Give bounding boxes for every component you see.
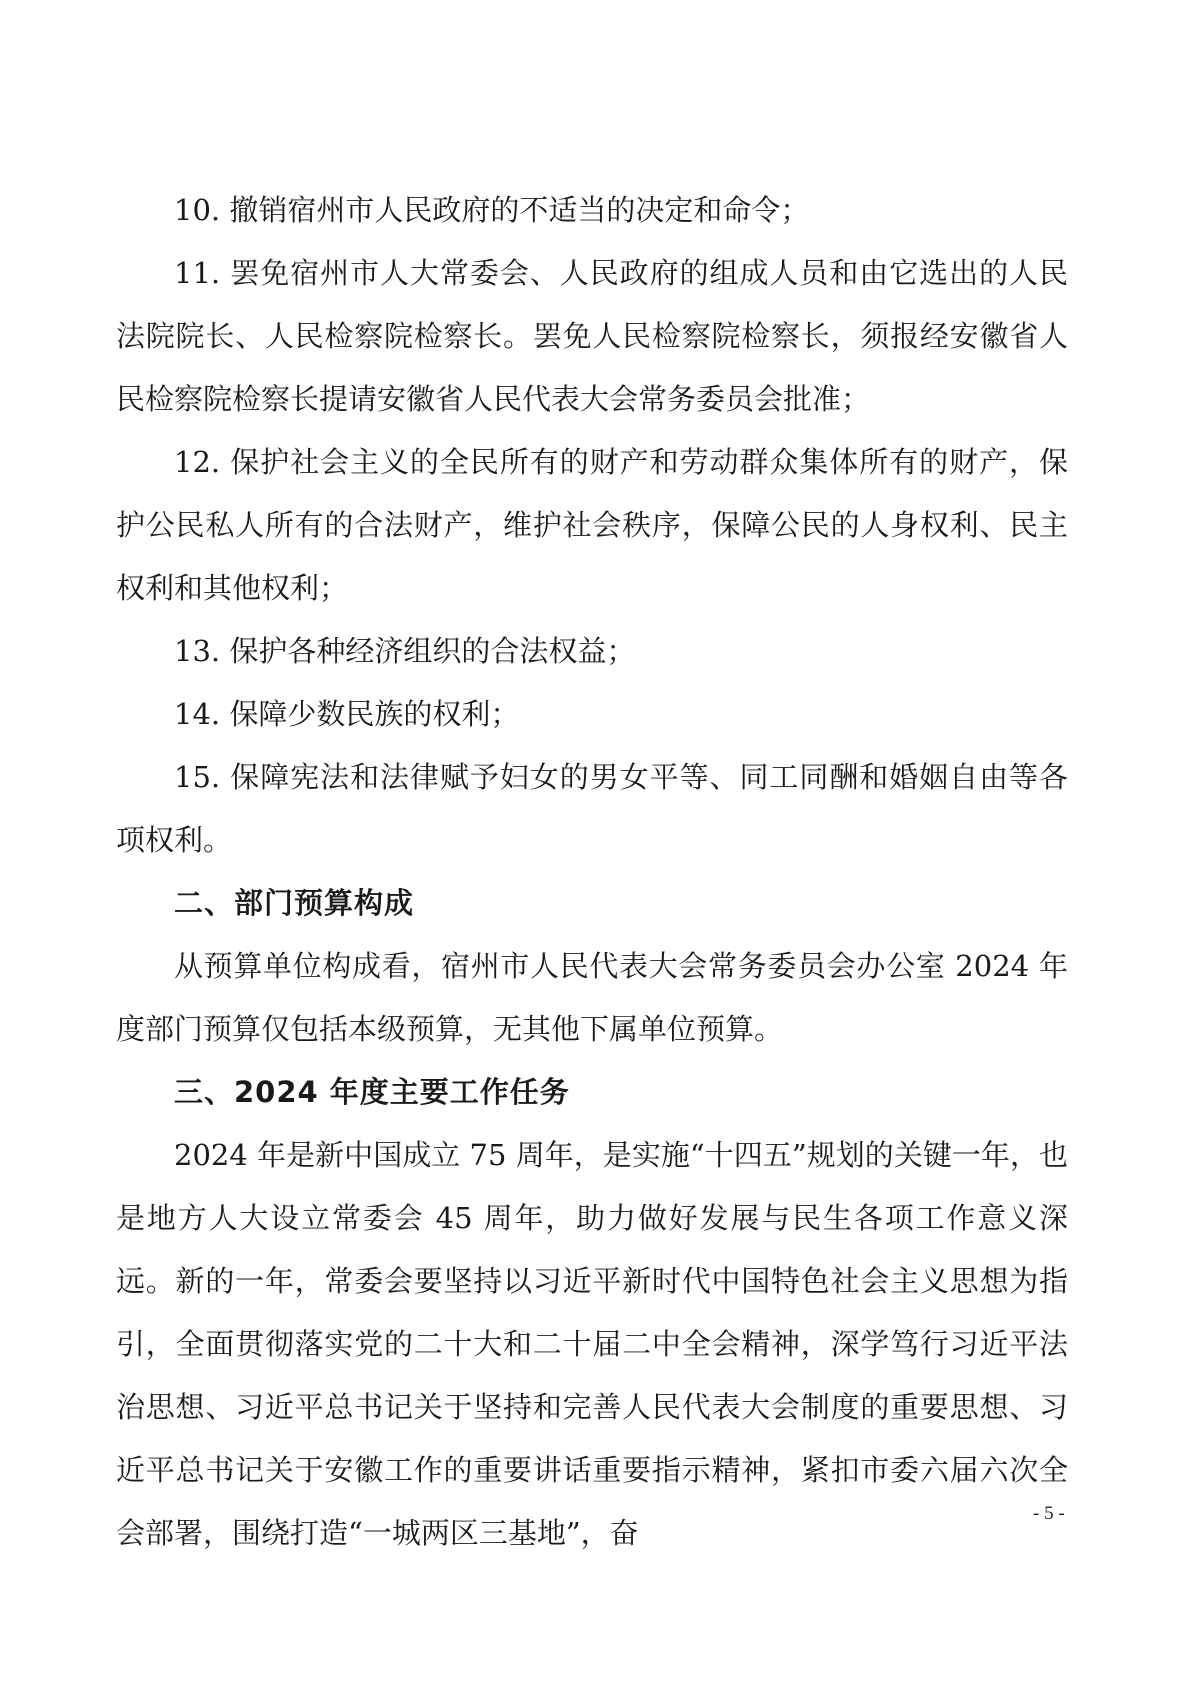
paragraph-item-12: 12. 保护社会主义的全民所有的财产和劳动群众集体所有的财产，保护公民私人所有的合法财产，维护社会秩序，保障公民的人身权利、民主权利和其他权利； [116,445,1068,605]
paragraph-item-13: 13. 保护各种经济组织的合法权益； [174,634,636,668]
paragraph-item-14: 14. 保障少数民族的权利； [174,697,520,731]
paragraph-item-15: 15. 保障宪法和法律赋予妇女的男女平等、同工同酬和婚姻自由等各项权利。 [116,760,1068,857]
paragraph-item-11: 11. 罢免宿州市人大常委会、人民政府的组成人员和由它选出的人民法院院长、人民检察院检察长。罢免人民检察院检察长，须报经安徽省人民检察院检察长提请安徽省人民代表大会常务委员会批准； [116,256,1068,416]
paragraph-item-10: 10. 撤销宿州市人民政府的不适当的决定和命令； [174,193,810,227]
paragraph-budget-composition: 从预算单位构成看，宿州市人民代表大会常务委员会办公室 2024 年度部门预算仅包括本级预算，无其他下属单位预算。 [116,949,1068,1046]
paragraph-main-tasks: 2024 年是新中国成立 75 周年，是实施“十四五”规划的关键一年，也是地方人大设立常委会 45 周年，助力做好发展与民生各项工作意义深远。新的一年，常委会要坚持以习近平新时代中国特色社会主义思想为指引，全面贯彻落实党的二十大和二十届二中全会精神，深学笃行习近平法治思想、习近平总书记关于坚持和完善人民代表大会制度的重要思想、习近平总书记关于安徽工作的重要讲话重要指示精神，紧扣市委六届六次全会部署，围绕打造“一城两区三基地”，奋 [116,1138,1068,1550]
page-number: - 5 - [1033,1503,1065,1524]
section-heading-main-tasks: 三、2024 年度主要工作任务 [174,1075,570,1109]
document-body [116,179,1068,1565]
section-heading-budget-composition: 二、部门预算构成 [174,886,415,920]
